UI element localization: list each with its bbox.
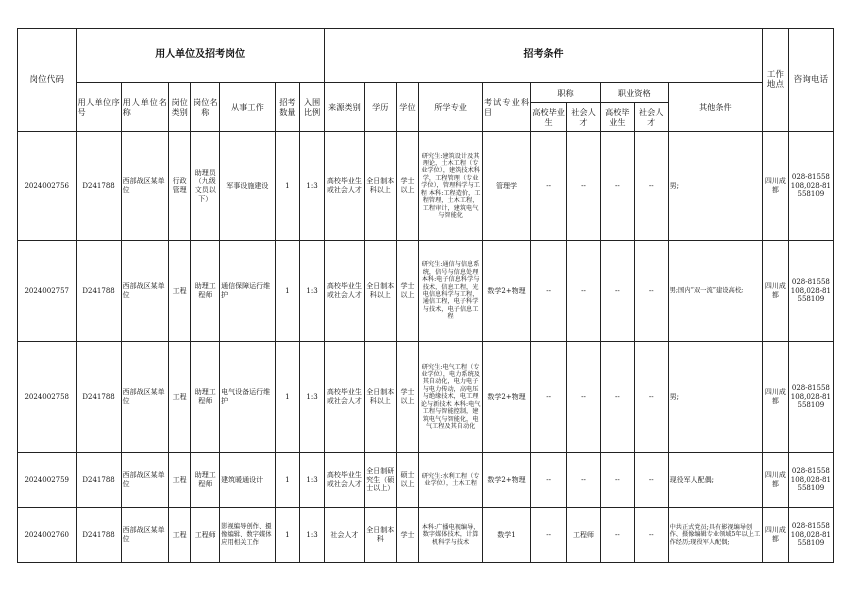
exam-cell: 数学2+物理: [482, 241, 530, 342]
post-name-cell: 助理工程师: [191, 241, 220, 342]
other-cell: 男;: [668, 342, 762, 453]
title-social-cell: --: [567, 241, 601, 342]
count-cell: 1: [275, 241, 300, 342]
location-cell: 四川成都: [763, 453, 789, 508]
other-conditions-header: 其他条件: [668, 83, 762, 132]
education-cell: 全日制研究生（硕士以上）: [364, 453, 396, 508]
qual-grad-cell: --: [600, 508, 634, 563]
qual-grad-cell: --: [600, 132, 634, 241]
table-row: [18, 132, 834, 241]
major-cell: 本科:广播电视编导，数字媒体技术，计算机科学与技术: [419, 508, 483, 563]
degree-cell: 学士以上: [396, 132, 419, 241]
duties-cell: 影视编导创作、摄像编辑、数字媒体应用相关工作: [220, 508, 275, 563]
phone-cell: 028-81558108,028-81558109: [788, 241, 833, 342]
exam-cell: 数学2+物理: [482, 342, 530, 453]
category-cell: 工程: [168, 241, 191, 342]
unit-no-header: 用人单位序 号: [76, 83, 121, 132]
table-row: [18, 453, 834, 508]
count-cell: 1: [275, 453, 300, 508]
education-cell: 全日制本科以上: [364, 241, 396, 342]
location-cell: 四川成都: [763, 241, 789, 342]
count-cell: 1: [275, 132, 300, 241]
duties-cell: 建筑暖通设计: [220, 453, 275, 508]
source-cell: 高校毕业生或社会人才: [324, 453, 364, 508]
qual-grad-cell: --: [600, 453, 634, 508]
category-cell: 行政管理: [168, 132, 191, 241]
title-social-cell: 工程师: [567, 508, 601, 563]
ratio-cell: 1:3: [300, 132, 325, 241]
unit-no-cell: D241788: [76, 132, 121, 241]
category-cell: 工程: [168, 508, 191, 563]
source-category-header: 来源类别: [324, 83, 364, 132]
location-cell: 四川成都: [763, 342, 789, 453]
source-cell: 高校毕业生或社会人才: [324, 342, 364, 453]
phone-cell: 028-81558108,028-81558109: [788, 132, 833, 241]
unit-name-cell: 西部战区某单位: [121, 132, 168, 241]
phone-cell: 028-81558108,028-81558109: [788, 508, 833, 563]
education-cell: 全日制本科以上: [364, 132, 396, 241]
major-cell: 研究生:通信与信息系统，信号与信息处理 本科:电子信息科学与技术，信息工程，光电信息科学与工程，通信工程，电子科学与技术，电子信息工程: [419, 241, 483, 342]
unit-name-header: 用人单位名 称: [121, 83, 168, 132]
work-duties-header: 从事工作: [220, 83, 275, 132]
degree-cell: 学士以上: [396, 342, 419, 453]
title-social-header: 社会人才: [567, 103, 601, 132]
qual-social-cell: --: [634, 132, 668, 241]
title-social-cell: --: [567, 132, 601, 241]
qualification-graduate-header: 高校毕业生: [600, 103, 634, 132]
entry-ratio-header: 入围比例: [300, 83, 325, 132]
major-cell: 研究生:建筑设计及其理论，土木工程（专业学位），建筑技术科学，工程管理（专业学位），管理科学与工程 本科:工程造价，工程管理，土木工程，工程审计，建筑电气与智能化: [419, 132, 483, 241]
qualification-group-header: 职业资格: [600, 83, 668, 103]
ratio-cell: 1:3: [300, 342, 325, 453]
post-name-cell: 工程师: [191, 508, 220, 563]
unit-no-cell: D241788: [76, 453, 121, 508]
title-social-cell: --: [567, 453, 601, 508]
title-social-cell: --: [567, 342, 601, 453]
post-code-cell: 2024002758: [18, 342, 77, 453]
title-grad-cell: --: [531, 241, 567, 342]
qual-grad-cell: --: [600, 241, 634, 342]
source-cell: 社会人才: [324, 508, 364, 563]
table-row: [18, 241, 834, 342]
post-name-cell: 助理员（九级文员以下）: [191, 132, 220, 241]
phone-cell: 028-81558108,028-81558109: [788, 342, 833, 453]
recruitment-sheet: [17, 28, 834, 563]
exam-subject-header: 考试专业科 目: [482, 83, 530, 132]
post-code-header: 岗位代码: [18, 29, 77, 132]
work-location-header: 工作地点: [763, 29, 789, 132]
contact-phone-header: 咨询电话: [788, 29, 833, 132]
major-header: 所学专业: [419, 83, 483, 132]
degree-cell: 学士以上: [396, 241, 419, 342]
post-category-header: 岗位类别: [168, 83, 191, 132]
title-graduate-header: 高校毕业生: [531, 103, 567, 132]
education-cell: 全日制本科以上: [364, 342, 396, 453]
count-cell: 1: [275, 342, 300, 453]
qual-social-cell: --: [634, 241, 668, 342]
post-code-cell: 2024002757: [18, 241, 77, 342]
phone-cell: 028-81558108,028-81558109: [788, 453, 833, 508]
education-cell: 全日制本科: [364, 508, 396, 563]
qual-grad-cell: --: [600, 342, 634, 453]
title-grad-cell: --: [531, 508, 567, 563]
location-cell: 四川成都: [763, 508, 789, 563]
qual-social-cell: --: [634, 342, 668, 453]
duties-cell: 电气设备运行维护: [220, 342, 275, 453]
duties-cell: 军事设施建设: [220, 132, 275, 241]
table-row: [18, 342, 834, 453]
qualification-social-header: 社会人才: [634, 103, 668, 132]
post-code-cell: 2024002756: [18, 132, 77, 241]
employer-group-header: 用人单位及招考岗位: [76, 29, 324, 83]
duties-cell: 通信保障运行维护: [220, 241, 275, 342]
unit-name-cell: 西部战区某单位: [121, 342, 168, 453]
degree-cell: 学士: [396, 508, 419, 563]
source-cell: 高校毕业生或社会人才: [324, 241, 364, 342]
major-cell: 研究生:水利工程（专业学位），土木工程: [419, 453, 483, 508]
ratio-cell: 1:3: [300, 453, 325, 508]
post-name-cell: 助理工程师: [191, 342, 220, 453]
other-cell: 现役军人配偶;: [668, 453, 762, 508]
degree-header: 学位: [396, 83, 419, 132]
post-code-cell: 2024002759: [18, 453, 77, 508]
post-name-cell: 助理工程师: [191, 453, 220, 508]
title-grad-cell: --: [531, 132, 567, 241]
location-cell: 四川成都: [763, 132, 789, 241]
other-cell: 男;国内“双一流”建设高校;: [668, 241, 762, 342]
exam-cell: 数学2+物理: [482, 453, 530, 508]
degree-cell: 硕士以上: [396, 453, 419, 508]
ratio-cell: 1:3: [300, 241, 325, 342]
qual-social-cell: --: [634, 508, 668, 563]
post-code-cell: 2024002760: [18, 508, 77, 563]
other-cell: 男;: [668, 132, 762, 241]
major-cell: 研究生:电气工程（专业学位），电力系统及其自动化，电力电子与电力传动，高电压与绝缘技术，电工理论与新技术 本科:电气工程与智能控制，建筑电气与智能化，电气工程及其自动化: [419, 342, 483, 453]
unit-name-cell: 西部战区某单位: [121, 508, 168, 563]
source-cell: 高校毕业生或社会人才: [324, 132, 364, 241]
title-grad-cell: --: [531, 342, 567, 453]
title-group-header: 职称: [531, 83, 601, 103]
other-cell: 中共正式党员;具有影视编导创作、摄像编辑专业领域5年以上工作经历;现役军人配偶;: [668, 508, 762, 563]
exam-cell: 数学1: [482, 508, 530, 563]
unit-no-cell: D241788: [76, 508, 121, 563]
category-cell: 工程: [168, 453, 191, 508]
unit-name-cell: 西部战区某单位: [121, 241, 168, 342]
unit-name-cell: 西部战区某单位: [121, 453, 168, 508]
category-cell: 工程: [168, 342, 191, 453]
count-cell: 1: [275, 508, 300, 563]
post-name-header: 岗位名称: [191, 83, 220, 132]
recruit-count-header: 招考数量: [275, 83, 300, 132]
conditions-group-header: 招考条件: [324, 29, 762, 83]
exam-cell: 管理学: [482, 132, 530, 241]
qual-social-cell: --: [634, 453, 668, 508]
recruitment-table: [17, 28, 834, 563]
education-header: 学历: [364, 83, 396, 132]
unit-no-cell: D241788: [76, 241, 121, 342]
table-row: [18, 508, 834, 563]
unit-no-cell: D241788: [76, 342, 121, 453]
title-grad-cell: --: [531, 453, 567, 508]
ratio-cell: 1:3: [300, 508, 325, 563]
